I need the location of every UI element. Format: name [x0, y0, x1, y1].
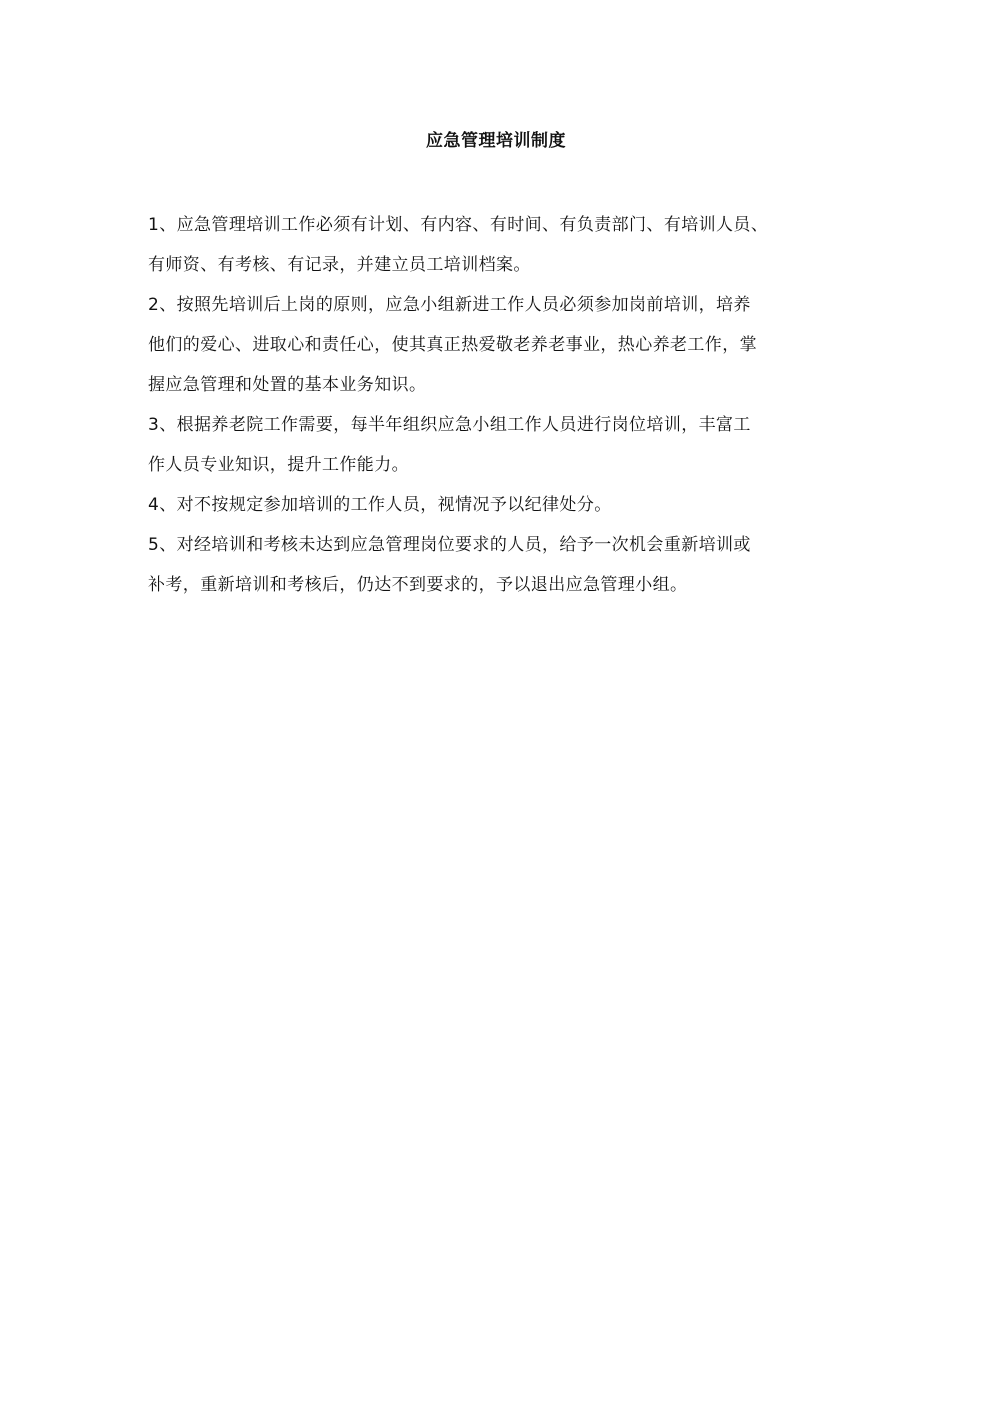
- document-title: 应急管理培训制度: [426, 131, 566, 151]
- clause-line: 3、根据养老院工作需要，每半年组织应急小组工作人员进行岗位培训，丰富工: [148, 415, 751, 435]
- clause-3: [148, 405, 860, 485]
- clause-line: 握应急管理和处置的基本业务知识。: [148, 375, 427, 395]
- clause-line: 他们的爱心、进取心和责任心，使其真正热爱敬老养老事业，热心养老工作，掌: [148, 335, 757, 355]
- clause-line: 补考，重新培训和考核后，仍达不到要求的，予以退出应急管理小组。: [148, 575, 688, 595]
- clause-line: 有师资、有考核、有记录，并建立员工培训档案。: [148, 255, 531, 275]
- clause-2: [148, 285, 860, 405]
- clause-list: [148, 205, 860, 605]
- clause-line: 5、对经培训和考核未达到应急管理岗位要求的人员，给予一次机会重新培训或: [148, 535, 751, 555]
- clause-line: 1、应急管理培训工作必须有计划、有内容、有时间、有负责部门、有培训人员、: [148, 215, 769, 235]
- clause-line: 作人员专业知识，提升工作能力。: [148, 455, 409, 475]
- clause-4: [148, 485, 860, 525]
- clause-5: [148, 525, 860, 605]
- clause-1: [148, 205, 860, 285]
- clause-line: 4、对不按规定参加培训的工作人员，视情况予以纪律处分。: [148, 495, 612, 515]
- clause-line: 2、按照先培训后上岗的原则，应急小组新进工作人员必须参加岗前培训，培养: [148, 295, 751, 315]
